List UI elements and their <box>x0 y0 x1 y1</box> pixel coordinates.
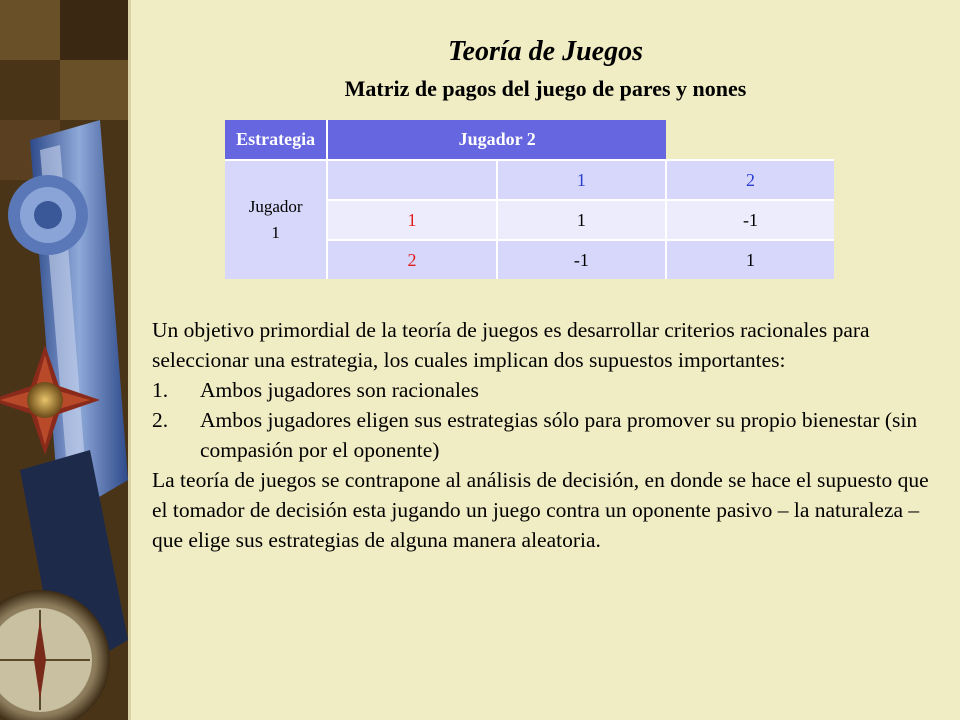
col-label-2: 2 <box>666 160 834 200</box>
header-strategy: Estrategia <box>225 120 327 160</box>
strip-edge-divider <box>128 0 131 720</box>
list-item-number: 1. <box>152 378 169 402</box>
medals-compass-picture <box>0 0 128 720</box>
table-header-row <box>225 120 834 160</box>
list-item <box>152 405 932 465</box>
row-label-1: 1 <box>327 200 496 240</box>
payoff-cell: -1 <box>497 240 666 279</box>
decorative-photo-strip <box>0 0 128 720</box>
player1-label-line1: Jugador <box>248 197 303 216</box>
payoff-matrix-table <box>225 120 834 279</box>
payoff-cell: -1 <box>666 200 834 240</box>
row-label-2: 2 <box>327 240 496 279</box>
corner-cell <box>327 160 496 200</box>
conclusion-paragraph: La teoría de juegos se contrapone al análisis de decisión, en donde se hace el supuesto que el tomador de decisión esta jugando un juego contra un oponente pasivo – la naturaleza – que elige sus estrategias de alguna manera aleatoria. <box>152 468 929 552</box>
payoff-cell: 1 <box>666 240 834 279</box>
intro-paragraph: Un objetivo primordial de la teoría de juegos es desarrollar criterios racionales para seleccionar una estrategia, los cuales implican dos supuestos importantes: <box>152 318 870 372</box>
col-label-1: 1 <box>497 160 666 200</box>
header-player2: Jugador 2 <box>327 120 666 160</box>
table-row <box>225 160 834 200</box>
list-item-number: 2. <box>152 408 169 432</box>
list-item-text: Ambos jugadores eligen sus estrategias sólo para promover su propio bienestar (sin compasión por el oponente) <box>200 408 918 462</box>
slide-title: Teoría de Juegos <box>448 36 643 67</box>
payoff-cell: 1 <box>497 200 666 240</box>
slide-subtitle: Matriz de pagos del juego de pares y nones <box>344 76 747 101</box>
list-item <box>152 375 932 405</box>
player1-label-line2: 1 <box>271 223 280 242</box>
list-item-text: Ambos jugadores son racionales <box>200 378 479 402</box>
assumptions-list <box>152 375 932 465</box>
player1-label <box>225 160 327 279</box>
body-text <box>152 315 932 555</box>
